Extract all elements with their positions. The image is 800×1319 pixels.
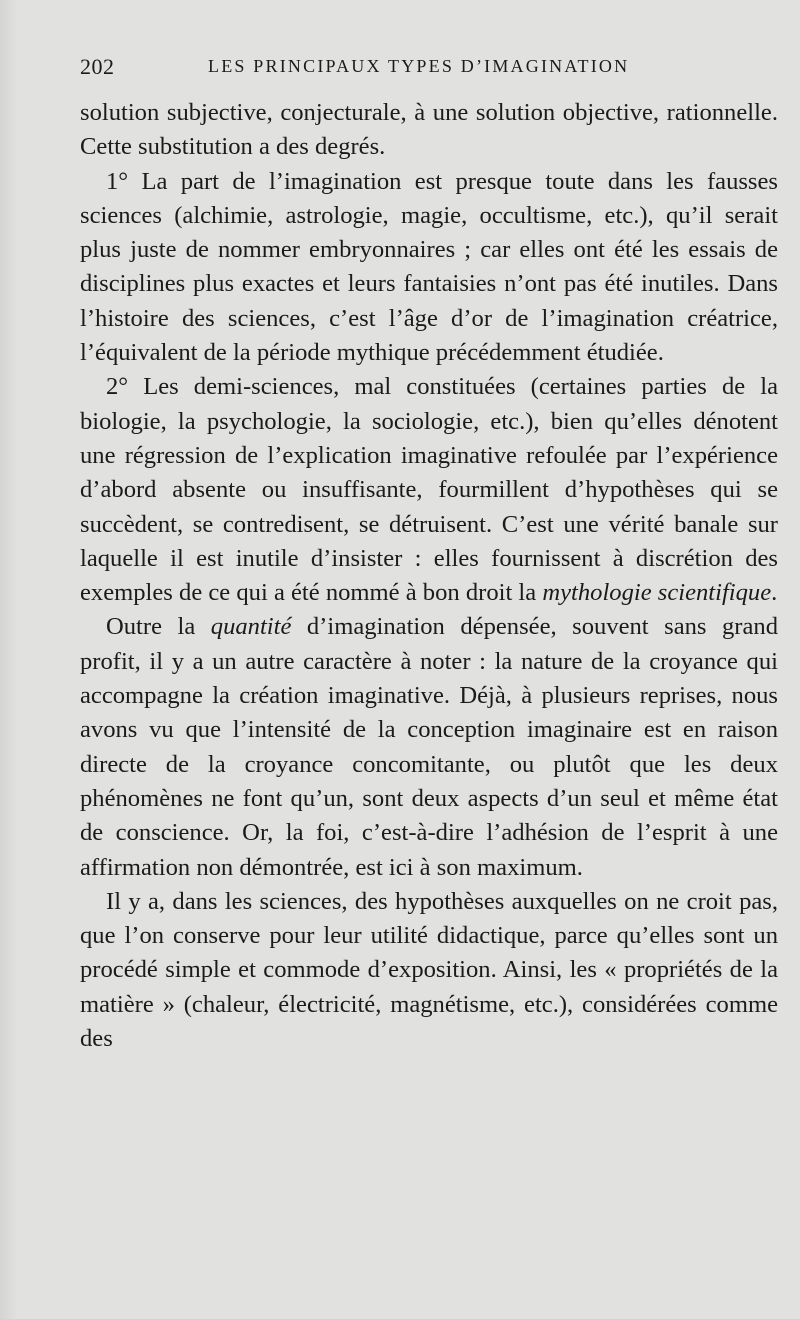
paragraph-hypotheses: Il y a, dans les sciences, des hypothèses auxquelles on ne croit pas, que l’on conserve pour leur utilité didactique, parce qu’elles sont un procédé simple et commode d’exposition. Ainsi, les « propriétés de la matière » (chaleur, électricité, magnétisme, etc.), considérées comme des bbox=[80, 887, 778, 1053]
paragraph-false-sciences: 1° La part de l’imagination est presque toute dans les fausses sciences (alchimie, astrologie, magie, occultisme, etc.), qu’il serait plus juste de nommer embryonnaires ; car elles ont été les essais de disciplines plus exactes et leurs fantaisies n’ont pas été inutiles. Dans l’histoire des sciences, c’est l’âge d’or de l’imagination créatrice, l’équivalent de la période mythique précédemment étudiée. bbox=[80, 167, 778, 367]
italic-term-mythologie: mythologie scientifique bbox=[542, 579, 772, 607]
paragraph-half-sciences-text: 2° Les demi-sciences, mal constituées (certaines parties de la biologie, la psychologie, la sociologie, etc.), bien qu’elles dénotent une régression de l’explication imaginative refoulée par l’expérience d’abord absente ou insuffisante, fourmillent d’hypothèses qui se succèdent, se contredisent, se détruisent. C’est une vérité banale sur laquelle il est inutile d’insister : elles fournissent à discrétion des exemples de ce qui a été nommé à bon droit la bbox=[80, 373, 778, 607]
paragraph-belief-text: d’imagination dépensée, souvent sans grand profit, il y a un autre caractère à noter : la nature de la croyance qui accompagne la création imaginative. Déjà, à plusieurs reprises, nous avons vu que l’intensité de la conception imaginaire est en raison directe de la croyance concomitante, ou plutôt que les deux phénomènes ne font qu’un, sont deux aspects d’un seul et même état de conscience. Or, la foi, c’est-à-dire l’adhésion de l’esprit à une affirmation non démontrée, est ici à son maximum. bbox=[80, 613, 779, 881]
page-edge-shadow bbox=[0, 0, 18, 1319]
page-header bbox=[80, 54, 780, 84]
paragraph-belief bbox=[80, 610, 778, 884]
paragraph-continuation: solution subjective, conjecturale, à une solution objective, rationnelle. Cette substitution a des degrés. bbox=[80, 99, 778, 161]
paragraph-half-sciences bbox=[80, 370, 778, 610]
italic-term-quantite: quantité bbox=[210, 613, 292, 641]
paragraph-half-sciences-end: . bbox=[771, 579, 778, 607]
body-text bbox=[80, 96, 778, 1056]
running-title: LES PRINCIPAUX TYPES D’IMAGINATION bbox=[208, 56, 630, 76]
paragraph-belief-start: Outre la bbox=[106, 613, 211, 641]
page-number: 202 bbox=[80, 54, 115, 79]
